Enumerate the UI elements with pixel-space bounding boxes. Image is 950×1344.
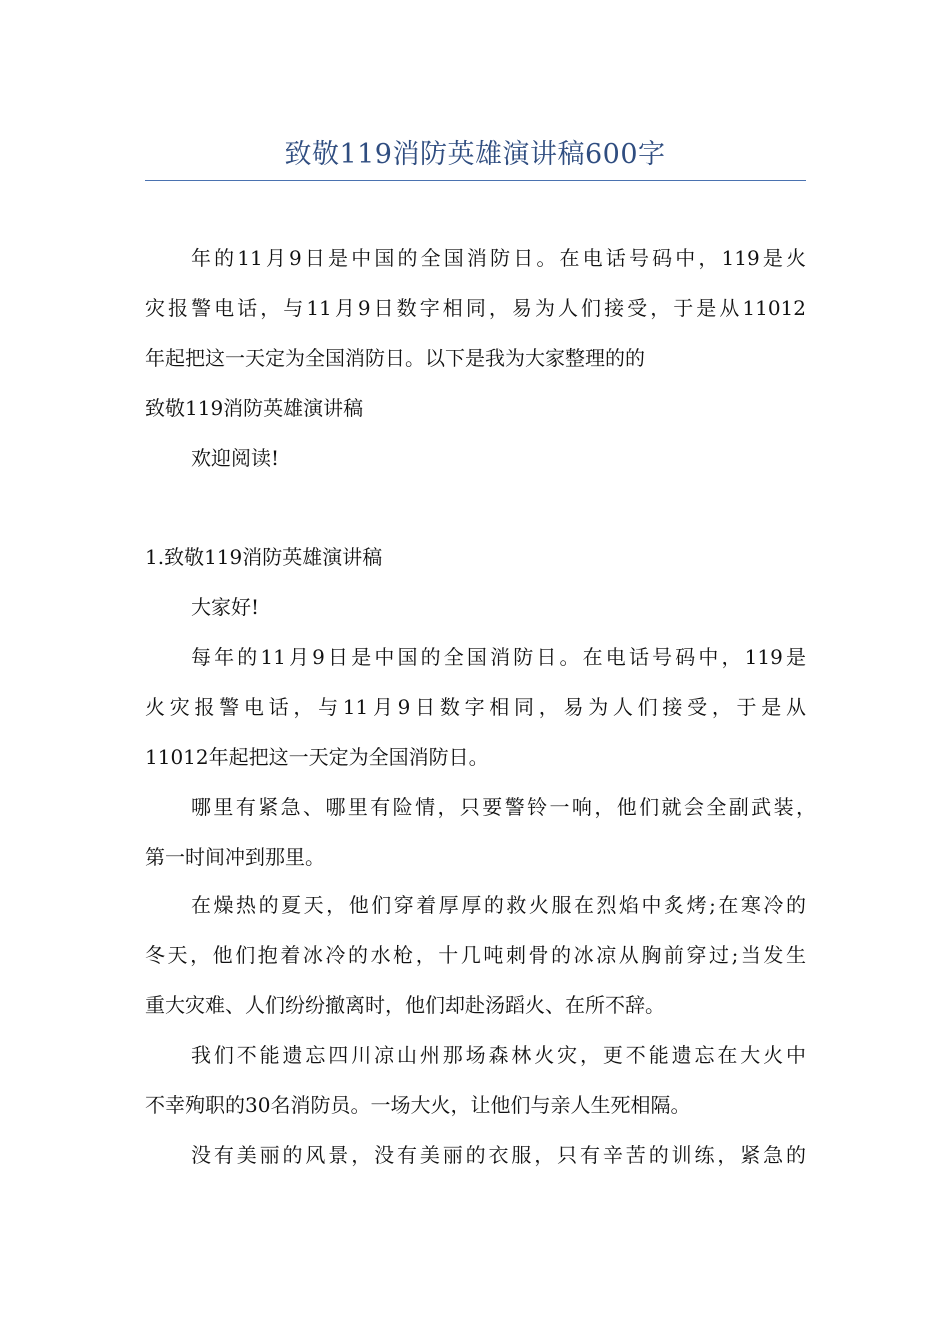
intro-line-1: 年的11月9日是中国的全国消防日。在电话号码中，119是火 (191, 246, 806, 270)
paragraph-1-line-2: 火灾报警电话，与11月9日数字相同，易为人们接受，于是从 (145, 695, 806, 719)
paragraph-4-line-1: 我们不能遗忘四川凉山州那场森林火灾，更不能遗忘在大火中 (191, 1043, 806, 1067)
paragraph-3-line-1: 在燥热的夏天，他们穿着厚厚的救火服在烈焰中炙烤;在寒冷的 (191, 893, 806, 917)
paragraph-3-line-2: 冬天，他们抱着冰冷的水枪，十几吨刺骨的冰凉从胸前穿过;当发生 (145, 943, 806, 967)
section-heading: 1.致敬119消防英雄演讲稿 (145, 545, 383, 569)
title-underline (145, 180, 806, 181)
paragraph-2-line-2: 第一时间冲到那里。 (145, 845, 325, 869)
intro-line-5: 欢迎阅读! (191, 446, 280, 470)
intro-line-4: 致敬119消防英雄演讲稿 (145, 396, 364, 420)
greeting: 大家好! (191, 595, 260, 619)
paragraph-4-line-2: 不幸殉职的30名消防员。一场大火，让他们与亲人生死相隔。 (145, 1093, 691, 1117)
paragraph-3-line-3: 重大灾难、人们纷纷撤离时，他们却赴汤蹈火、在所不辞。 (145, 993, 665, 1017)
intro-line-2: 灾报警电话，与11月9日数字相同，易为人们接受，于是从11012 (145, 296, 806, 320)
paragraph-1-line-1: 每年的11月9日是中国的全国消防日。在电话号码中，119是 (191, 645, 806, 669)
intro-line-3: 年起把这一天定为全国消防日。以下是我为大家整理的的 (145, 346, 645, 370)
paragraph-5-line-1: 没有美丽的风景，没有美丽的衣服，只有辛苦的训练，紧急的 (191, 1143, 806, 1167)
document-title: 致敬119消防英雄演讲稿600字 (284, 139, 666, 170)
paragraph-1-line-3: 11012年起把这一天定为全国消防日。 (145, 745, 489, 769)
paragraph-2-line-1: 哪里有紧急、哪里有险情，只要警铃一响，他们就会全副武装， (191, 795, 816, 819)
